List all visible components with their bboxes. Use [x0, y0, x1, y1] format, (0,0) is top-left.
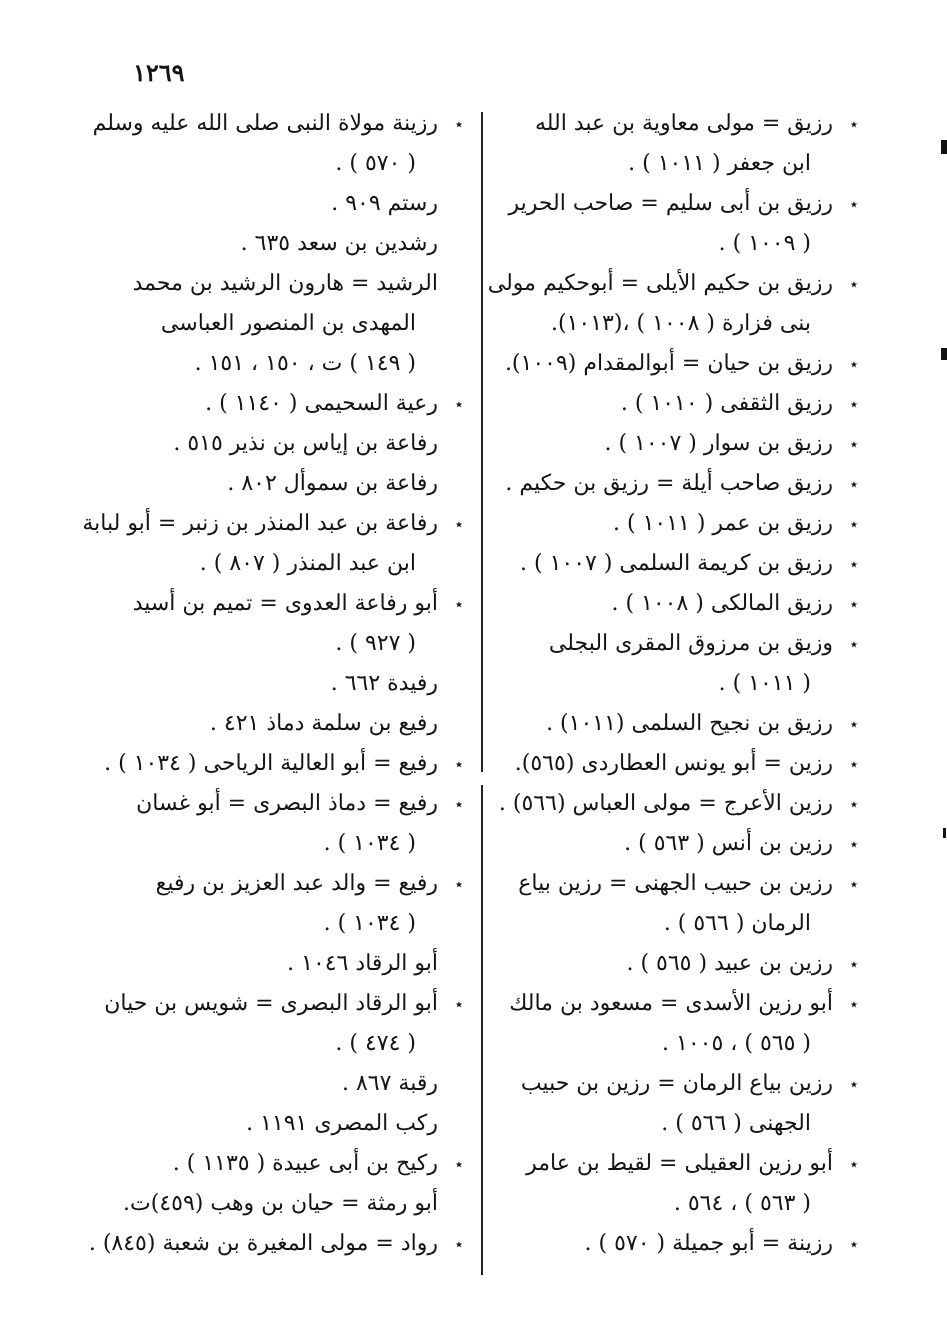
- asterisk-marker-icon: ٭: [849, 555, 859, 573]
- entry-continuation-text: ابن عبد المنذر ( ٨٠٧ ) .: [199, 551, 416, 576]
- index-entry: [88, 1224, 470, 1264]
- index-entry: [110, 1184, 470, 1224]
- page-number: ١٢٦٩: [133, 58, 185, 87]
- entry-text: رزيق الثقفى ( ١٠١٠ ) .: [620, 391, 833, 416]
- entry-text: رزيق صاحب أيلة = رزيق بن حكيم .: [505, 471, 833, 496]
- entry-text: رفيع = دماذ البصرى = أبو غسان: [136, 791, 438, 816]
- entry-text: رزيق بن حيان = أبوالمقدام (١٠٠٩).: [504, 351, 833, 376]
- asterisk-marker-icon: ٭: [849, 875, 859, 893]
- edge-mark: [941, 140, 947, 154]
- entry-continuation-text: ( ١٠١١ ) .: [718, 671, 811, 696]
- entry-text: أبو رزين الأسدى = مسعود بن مالك: [509, 991, 833, 1016]
- entry-text: رزين الأعرج = مولى العباس (٥٦٦) .: [498, 791, 833, 816]
- entry-text: ركيح بن أبى عبيدة ( ١١٣٥ ) .: [172, 1151, 438, 1176]
- index-entry: [500, 864, 865, 944]
- entry-continuation-text: ( ٩٢٧ ) .: [335, 631, 416, 656]
- entry-continuation-text: ( ٥٦٥ ) ، ١٠٠٥ .: [662, 1031, 811, 1056]
- entry-text: رزين بياع الرمان = رزين بن حبيب: [520, 1071, 833, 1096]
- entry-text: رفيع = والد عبد العزيز بن رفيع: [155, 871, 438, 896]
- index-entry: [500, 464, 865, 504]
- entry-text: رزيق بن سوار ( ١٠٠٧ ) .: [604, 431, 833, 456]
- entry-continuation-text: الرمان ( ٥٦٦ ) .: [663, 911, 811, 936]
- asterisk-marker-icon: ٭: [454, 755, 464, 773]
- entry-text: رفاعة بن عبد المنذر بن زنبر = أبو لبابة: [82, 511, 438, 536]
- entry-text: رفيدة ٦٦٢ .: [330, 671, 438, 696]
- index-entry: [500, 784, 865, 824]
- entry-continuation-text: الجهنى ( ٥٦٦ ) .: [661, 1111, 811, 1136]
- column-divider-bottom: [481, 785, 483, 1275]
- index-entry: [92, 104, 470, 184]
- entry-continuation-text: ( ١٤٩ ) ت ، ١٥٠ ، ١٥١ .: [194, 351, 416, 376]
- index-entry: [110, 704, 470, 744]
- entry-text: وزيق بن مرزوق المقرى البجلى: [548, 631, 833, 656]
- index-entry: [110, 664, 470, 704]
- index-entry: [500, 944, 865, 984]
- asterisk-marker-icon: ٭: [849, 435, 859, 453]
- index-entry: [500, 1064, 865, 1144]
- entry-text: رفاعة بن إياس بن نذير ٥١٥ .: [173, 431, 438, 456]
- index-entry: [110, 384, 470, 424]
- entry-continuation-text: ( ١٠٣٤ ) .: [323, 831, 416, 856]
- asterisk-marker-icon: ٭: [454, 995, 464, 1013]
- asterisk-marker-icon: ٭: [849, 715, 859, 733]
- asterisk-marker-icon: ٭: [454, 875, 464, 893]
- entry-text: رشدين بن سعد ٦٣٥ .: [240, 231, 438, 256]
- asterisk-marker-icon: ٭: [849, 195, 859, 213]
- entry-text: رستم ٩٠٩ .: [331, 191, 438, 216]
- index-entry: [500, 544, 865, 584]
- entry-continuation-text: المهدى بن المنصور العباسى: [160, 311, 416, 336]
- index-entry: [110, 784, 470, 864]
- entry-text: الرشيد = هارون الرشيد بن محمد: [132, 271, 438, 296]
- entry-text: أبو رفاعة العدوى = تميم بن أسيد: [132, 591, 438, 616]
- index-entry: [500, 344, 865, 384]
- index-entry: [110, 584, 470, 664]
- index-entry: [104, 984, 470, 1064]
- entry-continuation-text: ( ٥٦٣ ) ، ٥٦٤ .: [673, 1191, 811, 1216]
- index-column-right: [487, 104, 865, 1264]
- asterisk-marker-icon: ٭: [849, 115, 859, 133]
- index-entry: [110, 464, 470, 504]
- entry-text: رزين = أبو يونس العطاردى (٥٦٥).: [514, 751, 833, 776]
- asterisk-marker-icon: ٭: [849, 635, 859, 653]
- entry-text: أبو الرقاد البصرى = شويس بن حيان: [104, 991, 438, 1016]
- asterisk-marker-icon: ٭: [849, 1155, 859, 1173]
- entry-text: أبو رمثة = حيان بن وهب (٤٥٩)ت.: [123, 1191, 438, 1216]
- index-entry: [110, 864, 470, 944]
- index-entry: [110, 424, 470, 464]
- asterisk-marker-icon: ٭: [849, 515, 859, 533]
- entry-text: أبو الرقاد ١٠٤٦ .: [287, 951, 438, 976]
- entry-text: رزيق بن أبى سليم = صاحب الحرير: [508, 191, 833, 216]
- asterisk-marker-icon: ٭: [849, 475, 859, 493]
- index-entry: [500, 984, 865, 1064]
- asterisk-marker-icon: ٭: [454, 395, 464, 413]
- entry-text: ركب المصرى ١١٩١ .: [246, 1111, 438, 1136]
- index-column-left: [82, 104, 470, 1264]
- asterisk-marker-icon: ٭: [454, 795, 464, 813]
- asterisk-marker-icon: ٭: [849, 355, 859, 373]
- edge-mark: [943, 828, 946, 838]
- index-entry: [110, 224, 470, 264]
- asterisk-marker-icon: ٭: [454, 515, 464, 533]
- asterisk-marker-icon: ٭: [849, 955, 859, 973]
- index-entry: [110, 1144, 470, 1184]
- index-entry: [487, 264, 865, 344]
- asterisk-marker-icon: ٭: [849, 1075, 859, 1093]
- entry-text: رعية السحيمى ( ١١٤٠ ) .: [205, 391, 438, 416]
- entry-text: رزين بن أنس ( ٥٦٣ ) .: [624, 831, 833, 856]
- entry-text: رزيق بن عمر ( ١٠١١ ) .: [613, 511, 833, 536]
- entry-text: رزينة = أبو جميلة ( ٥٧٠ ) .: [584, 1231, 833, 1256]
- entry-continuation-text: ( ٤٧٤ ) .: [335, 1031, 416, 1056]
- index-entry: [500, 384, 865, 424]
- asterisk-marker-icon: ٭: [454, 595, 464, 613]
- asterisk-marker-icon: ٭: [849, 795, 859, 813]
- entry-continuation-text: ( ٥٧٠ ) .: [335, 151, 416, 176]
- entry-text: رزيق بن حكيم الأيلى = أبوحكيم مولى: [487, 271, 833, 296]
- entry-text: رزيق بن نجيح السلمى (١٠١١) .: [546, 711, 833, 736]
- entry-text: رزيق = مولى معاوية بن عبد الله: [534, 111, 833, 136]
- index-entry: [500, 624, 865, 704]
- entry-continuation-text: ( ١٠٠٩ ) .: [718, 231, 811, 256]
- index-entry: [500, 504, 865, 544]
- index-entry: [500, 104, 865, 184]
- index-entry: [500, 424, 865, 464]
- index-entry: [110, 184, 470, 224]
- index-entry: [500, 824, 865, 864]
- entry-text: رزين بن حبيب الجهنى = رزين بياع: [518, 871, 833, 896]
- entry-text: رواد = مولى المغيرة بن شعبة (٨٤٥) .: [88, 1231, 438, 1256]
- entry-text: رزين بن عبيد ( ٥٦٥ ) .: [626, 951, 833, 976]
- entry-text: رزينة مولاة النبى صلى الله عليه وسلم: [92, 111, 438, 136]
- index-entry: [500, 1224, 865, 1264]
- entry-text: رفيع = أبو العالية الرياحى ( ١٠٣٤ ) .: [104, 751, 438, 776]
- asterisk-marker-icon: ٭: [849, 595, 859, 613]
- entry-text: رقبة ٨٦٧ .: [341, 1071, 438, 1096]
- index-entry: [110, 264, 470, 384]
- entry-text: رزيق المالكى ( ١٠٠٨ ) .: [611, 591, 833, 616]
- index-entry: [110, 944, 470, 984]
- asterisk-marker-icon: ٭: [849, 395, 859, 413]
- column-divider-top: [481, 112, 483, 772]
- asterisk-marker-icon: ٭: [849, 995, 859, 1013]
- asterisk-marker-icon: ٭: [849, 1235, 859, 1253]
- index-entry: [500, 744, 865, 784]
- entry-text: رزيق بن كريمة السلمى ( ١٠٠٧ ) .: [520, 551, 833, 576]
- entry-continuation-text: ( ١٠٣٤ ) .: [323, 911, 416, 936]
- asterisk-marker-icon: ٭: [454, 115, 464, 133]
- entry-text: أبو رزين العقيلى = لقيط بن عامر: [526, 1151, 833, 1176]
- entry-continuation-text: بنى فزارة ( ١٠٠٨ ) ،(١٠١٣).: [551, 311, 811, 336]
- entry-text: رفيع بن سلمة دماذ ٤٢١ .: [209, 711, 438, 736]
- asterisk-marker-icon: ٭: [849, 755, 859, 773]
- asterisk-marker-icon: ٭: [849, 835, 859, 853]
- asterisk-marker-icon: ٭: [454, 1235, 464, 1253]
- index-entry: [500, 1144, 865, 1224]
- entry-text: رفاعة بن سموأل ٨٠٢ .: [227, 471, 438, 496]
- edge-mark: [941, 348, 947, 360]
- index-entry: [500, 184, 865, 264]
- index-entry: [500, 704, 865, 744]
- index-entry: [104, 744, 470, 784]
- index-entry: [500, 584, 865, 624]
- asterisk-marker-icon: ٭: [849, 275, 859, 293]
- asterisk-marker-icon: ٭: [454, 1155, 464, 1173]
- index-entry: [82, 504, 470, 584]
- index-entry: [110, 1104, 470, 1144]
- entry-continuation-text: ابن جعفر ( ١٠١١ ) .: [628, 151, 811, 176]
- index-entry: [110, 1064, 470, 1104]
